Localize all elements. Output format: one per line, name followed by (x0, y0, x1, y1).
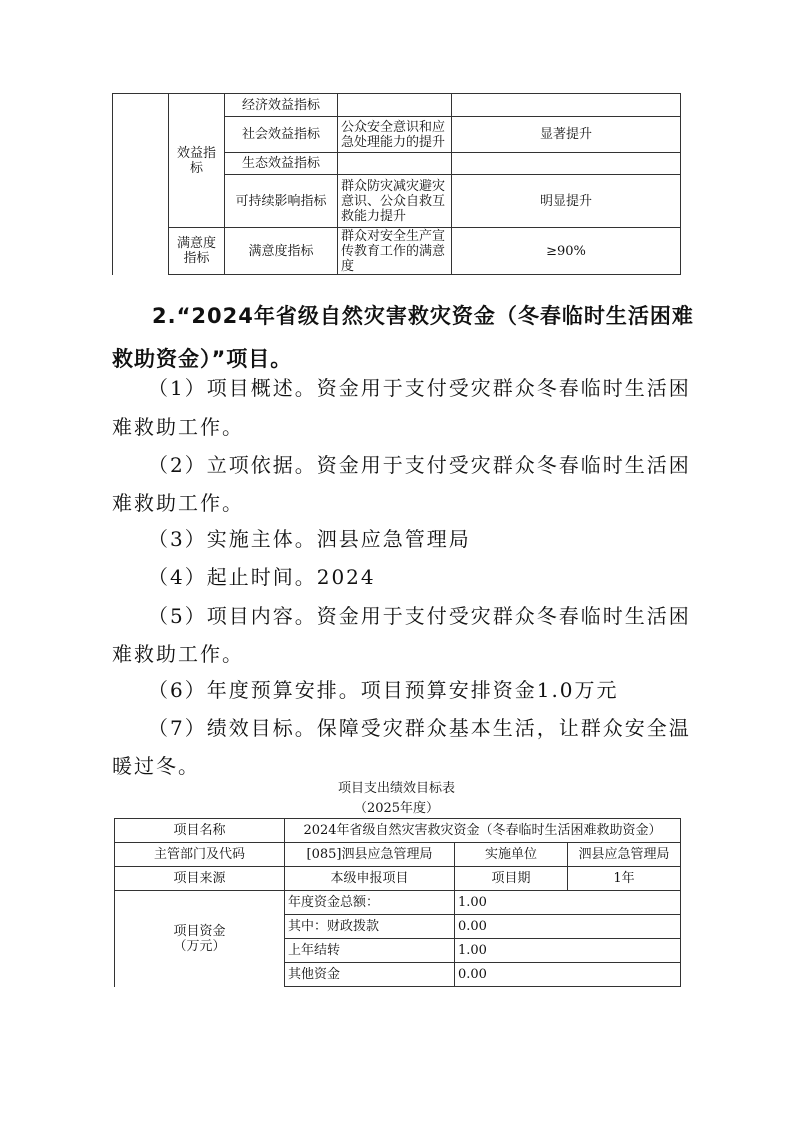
funds-item-label: 其中：财政拨款 (285, 915, 455, 939)
section-heading-line2: 救助资金）”项目。 (112, 347, 293, 371)
indicator-value (452, 94, 681, 117)
benefit-indicator-label: 效益指标 (169, 94, 225, 228)
indicator-content (338, 153, 452, 175)
paragraph-goal-line1: （7）绩效目标。保障受灾群众基本生活，让群众安全温 (148, 716, 691, 740)
funds-item-label: 年度资金总额： (285, 891, 455, 915)
table-caption-title: 项目支出绩效目标表 (337, 781, 455, 796)
performance-indicator-table-top (112, 93, 681, 275)
project-funds-unit: （万元） (173, 938, 226, 954)
performance-target-table (114, 818, 681, 987)
satisfaction-indicator-label: 满意度指标 (169, 228, 225, 275)
indicator-name: 社会效益指标 (225, 117, 338, 153)
indicator-content (338, 94, 452, 117)
funds-item-value: 0.00 (455, 963, 681, 987)
indicator-name: 满意度指标 (225, 228, 338, 275)
funds-item-label: 上年结转 (285, 939, 455, 963)
project-name-label: 项目名称 (115, 819, 285, 843)
funds-item-label: 其他资金 (285, 963, 455, 987)
paragraph-timeframe: （4）起止时间。2024 (148, 565, 376, 589)
section-heading-line1: 2.“2024年省级自然灾害救灾资金（冬春临时生活困难 (152, 304, 694, 328)
project-funds-label: 项目资金 (173, 923, 226, 939)
first-level-indicator-cell (113, 94, 169, 275)
indicator-value: ≥90% (452, 228, 681, 275)
project-period-value: 1年 (568, 867, 681, 891)
table-caption-year: （2025年度） (353, 801, 440, 816)
department-value: [085]泗县应急管理局 (285, 843, 455, 867)
paragraph-overview-line2: 难救助工作。 (112, 415, 244, 439)
paragraph-overview-line1: （1）项目概述。资金用于支付受灾群众冬春临时生活困 (148, 376, 691, 400)
project-funds-label-cell (115, 891, 285, 987)
paragraph-goal-line2: 暖过冬。 (112, 754, 200, 778)
indicator-value: 明显提升 (452, 175, 681, 228)
project-name-value: 2024年省级自然灾害救灾资金（冬春临时生活困难救助资金） (285, 819, 681, 843)
department-label: 主管部门及代码 (115, 843, 285, 867)
funds-item-value: 1.00 (455, 939, 681, 963)
indicator-name: 生态效益指标 (225, 153, 338, 175)
project-source-label: 项目来源 (115, 867, 285, 891)
indicator-content: 群众对安全生产宣传教育工作的满意度 (338, 228, 452, 275)
indicator-content: 群众防灾减灾避灾意识、公众自救互救能力提升 (338, 175, 452, 228)
paragraph-basis-line2: 难救助工作。 (112, 491, 244, 515)
implementing-unit-label: 实施单位 (455, 843, 568, 867)
paragraph-content-line1: （5）项目内容。资金用于支付受灾群众冬春临时生活困 (148, 604, 691, 628)
project-period-label: 项目期 (455, 867, 568, 891)
indicator-content: 公众安全意识和应急处理能力的提升 (338, 117, 452, 153)
indicator-name: 经济效益指标 (225, 94, 338, 117)
indicator-name: 可持续影响指标 (225, 175, 338, 228)
project-source-value: 本级申报项目 (285, 867, 455, 891)
implementing-unit-value: 泗县应急管理局 (568, 843, 681, 867)
paragraph-content-line2: 难救助工作。 (112, 642, 244, 666)
indicator-value (452, 153, 681, 175)
funds-item-value: 0.00 (455, 915, 681, 939)
funds-item-value: 1.00 (455, 891, 681, 915)
paragraph-implementer: （3）实施主体。泗县应急管理局 (148, 527, 471, 551)
paragraph-budget: （6）年度预算安排。项目预算安排资金1.0万元 (148, 678, 619, 702)
indicator-value: 显著提升 (452, 117, 681, 153)
paragraph-basis-line1: （2）立项依据。资金用于支付受灾群众冬春临时生活困 (148, 453, 691, 477)
